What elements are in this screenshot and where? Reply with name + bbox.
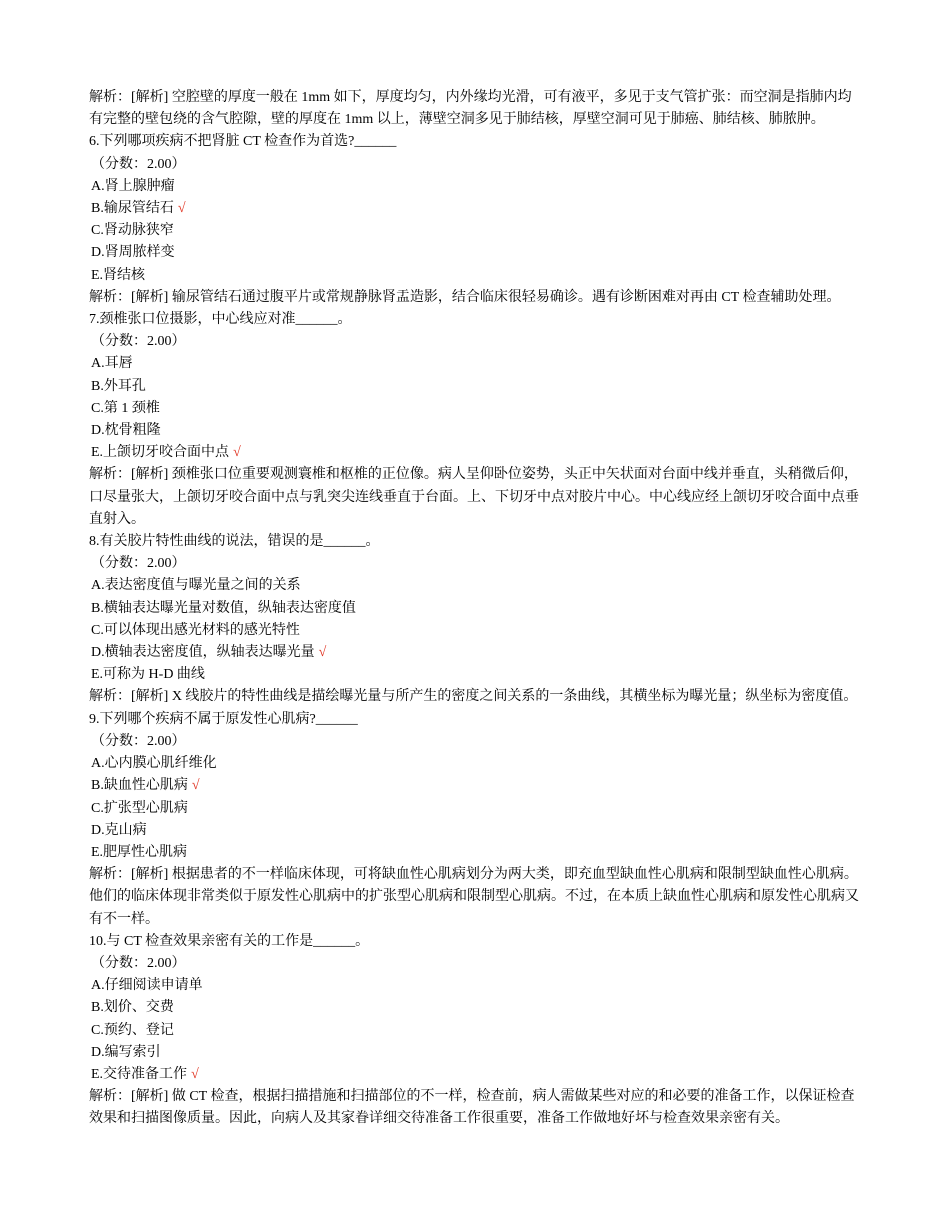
explanation-q5: 解析：[解析] 空腔壁的厚度一般在 1mm 如下，厚度均匀，内外缘均光滑，可有液平，多见于支气管扩张：而空洞是指肺内均有完整的壁包绕的含气腔隙，壁的厚度在 1mm 以上，薄壁空洞多见于肺结核，厚壁空洞可见于肺癌、肺结核、肺脓肿。 [89, 90, 852, 128]
question-stem-10: 10.与 CT 检查效果亲密有关的工作是______。 [89, 933, 370, 949]
option-9e: E.肥厚性心肌病 [91, 844, 188, 860]
question-stem-7: 7.颈椎张口位摄影，中心线应对准______。 [89, 312, 352, 328]
option-8e: E.可称为 H-D 曲线 [91, 667, 205, 683]
question-score-10: （分数：2.00） [91, 955, 186, 971]
explanation-6: 解析：[解析] 输尿管结石通过腹平片或常规静脉肾盂造影，结合临床很轻易确诊。遇有诊断困难对再由 CT 检查辅助处理。 [89, 289, 841, 305]
correct-check-icon: √ [233, 445, 241, 461]
option-6c: C.肾动脉狭窄 [91, 223, 174, 239]
option-6d: D.肾周脓样变 [91, 245, 175, 261]
explanation-10: 解析：[解析] 做 CT 检查，根据扫描措施和扫描部位的不一样，检查前，病人需做某些对应的和必要的准备工作，以保证检查效果和扫描图像质量。因此，向病人及其家眷详细交待准备工作很重要，准备工作做地好坏与检查效果亲密有关。 [89, 1089, 855, 1127]
option-8b: B.横轴表达曝光量对数值，纵轴表达密度值 [91, 600, 356, 616]
option-9a: A.心内膜心肌纤维化 [91, 756, 217, 772]
question-score-9: （分数：2.00） [91, 733, 186, 749]
option-10b: B.划价、交费 [91, 1000, 174, 1016]
option-10a: A.仔细阅读申请单 [91, 978, 203, 994]
option-7a: A.耳唇 [91, 356, 133, 372]
option-9b [89, 775, 864, 797]
option-8d-text: D.横轴表达密度值，纵轴表达曝光量 [91, 645, 315, 661]
option-7c: C.第 1 颈椎 [91, 400, 160, 416]
option-10e [89, 1064, 864, 1086]
option-7b: B.外耳孔 [91, 378, 146, 394]
question-stem-6: 6.下列哪项疾病不把肾脏 CT 检查作为首选?______ [89, 134, 397, 150]
question-stem-8: 8.有关胶片特性曲线的说法，错误的是______。 [89, 534, 380, 550]
option-10c: C.预约、登记 [91, 1022, 174, 1038]
correct-check-icon: √ [191, 1066, 199, 1082]
option-9d: D.克山病 [91, 822, 147, 838]
question-score-6: （分数：2.00） [91, 156, 186, 172]
explanation-8: 解析：[解析] X 线胶片的特性曲线是描绘曝光量与所产生的密度之间关系的一条曲线，其横坐标为曝光量；纵坐标为密度值。 [89, 689, 858, 705]
option-7e-text: E.上颌切牙咬合面中点 [91, 445, 230, 461]
question-stem-9: 9.下列哪个疾病不属于原发性心肌病?______ [89, 711, 358, 727]
option-6b-text: B.输尿管结石 [91, 201, 174, 217]
option-7e [89, 442, 864, 464]
option-8a: A.表达密度值与曝光量之间的关系 [91, 578, 301, 594]
question-score-8: （分数：2.00） [91, 556, 186, 572]
option-9b-text: B.缺血性心肌病 [91, 778, 188, 794]
option-6e: E.肾结核 [91, 267, 146, 283]
option-8d [89, 642, 864, 664]
correct-check-icon: √ [177, 201, 186, 217]
option-6b [89, 198, 864, 220]
option-7d: D.枕骨粗隆 [91, 423, 161, 439]
correct-check-icon: √ [191, 778, 200, 794]
option-6a: A.肾上腺肿瘤 [91, 178, 175, 194]
question-score-7: （分数：2.00） [91, 334, 186, 350]
option-8c: C.可以体现出感光材料的感光特性 [91, 622, 300, 638]
correct-check-icon: √ [318, 645, 327, 661]
explanation-9: 解析：[解析] 根据患者的不一样临床体现，可将缺血性心肌病划分为两大类，即充血型缺血性心肌病和限制型缺血性心肌病。他们的临床体现非常类似于原发性心肌病中的扩张型心肌病和限制型心肌病。不过，在本质上缺血性心肌病和原发性心肌病又有不一样。 [89, 867, 859, 927]
option-10d: D.编写索引 [91, 1044, 161, 1060]
option-9c: C.扩张型心肌病 [91, 800, 188, 816]
option-10e-text: E.交待准备工作 [91, 1066, 188, 1082]
exam-page [89, 87, 864, 1131]
explanation-7: 解析：[解析] 颈椎张口位重要观测寰椎和枢椎的正位像。病人呈仰卧位姿势，头正中矢状面对台面中线并垂直，头稍微后仰，口尽量张大，上颌切牙咬合面中点与乳突尖连线垂直于台面。上、下切牙中点对胶片中心。中心线应经上颌切牙咬合面中点垂直射入。 [89, 467, 859, 527]
